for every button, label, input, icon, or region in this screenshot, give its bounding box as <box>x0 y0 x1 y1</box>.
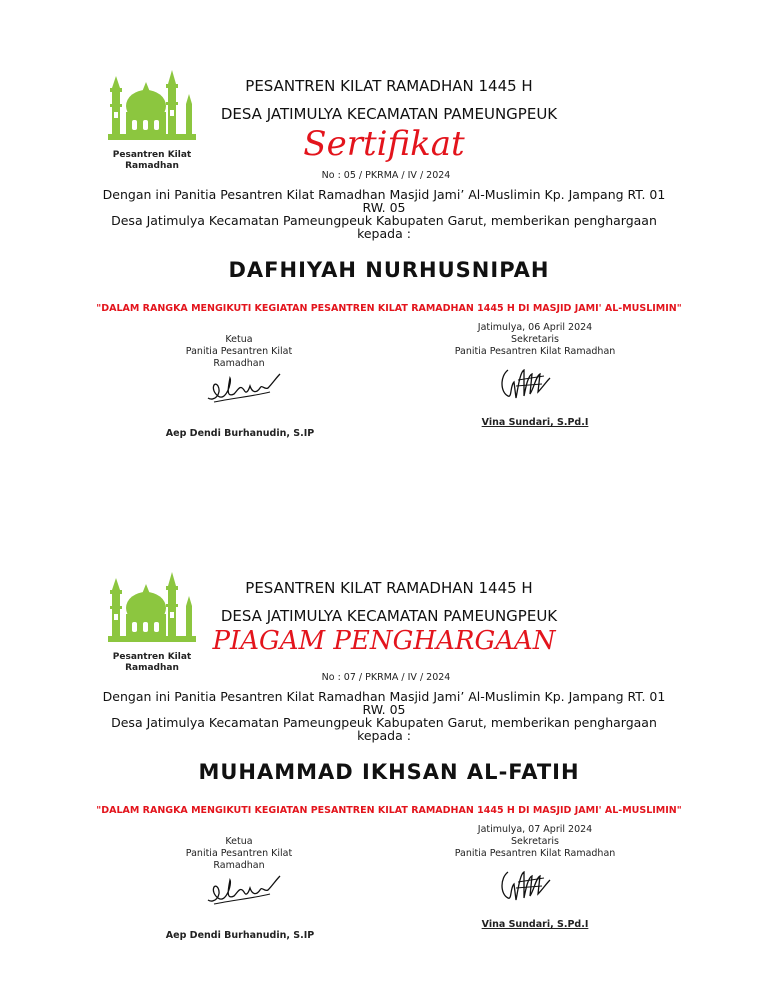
chairman-name: Aep Dendi Burhanudin, S.IP <box>165 930 315 941</box>
secretary-block <box>440 322 630 358</box>
secretary-committee: Panitia Pesantren Kilat Ramadhan <box>454 346 616 357</box>
certificate-title: Sertifikat <box>303 124 465 164</box>
body-line-1: Dengan ini Panitia Pesantren Kilat Ramadhan Masjid Jami’ Al-Muslimin Kp. Jampang RT. 01 RW. 05 <box>102 187 666 215</box>
secretary-role: Sekretaris <box>511 334 559 345</box>
certificate-1 <box>0 60 768 480</box>
signature-secretary-icon <box>496 864 556 906</box>
body-line-2: Desa Jatimulya Kecamatan Pameungpeuk Kabupaten Garut, memberikan penghargaan kepada : <box>111 715 657 743</box>
secretary-block <box>440 824 630 860</box>
signature-chairman-icon <box>204 870 284 910</box>
body-line-2: Desa Jatimulya Kecamatan Pameungpeuk Kabupaten Garut, memberikan penghargaan kepada : <box>111 213 657 241</box>
place-date: Jatimulya, 06 April 2024 <box>477 322 593 333</box>
header-line-1: PESANTREN KILAT RAMADHAN 1445 H <box>245 579 533 597</box>
secretary-role: Sekretaris <box>511 836 559 847</box>
signature-secretary-icon <box>496 362 556 404</box>
purpose-quote-text: "DALAM RANGKA MENGIKUTI KEGIATAN PESANTREN KILAT RAMADHAN 1445 H DI MASJID JAMI' AL-MUSLIMIN" <box>96 303 682 314</box>
secretary-name: Vina Sundari, S.Pd.I <box>481 919 589 930</box>
logo-caption: Pesantren Kilat Ramadhan <box>112 150 192 171</box>
logo-caption: Pesantren Kilat Ramadhan <box>112 652 192 673</box>
recipient-name: DAFHIYAH NURHUSNIPAH <box>228 258 550 282</box>
signature-chairman-icon <box>204 368 284 408</box>
body-line-1: Dengan ini Panitia Pesantren Kilat Ramadhan Masjid Jami’ Al-Muslimin Kp. Jampang RT. 01 RW. 05 <box>102 689 666 717</box>
place-date: Jatimulya, 07 April 2024 <box>477 824 593 835</box>
chairman-committee: Panitia Pesantren Kilat Ramadhan <box>185 346 293 369</box>
header-line-2: DESA JATIMULYA KECAMATAN PAMEUNGPEUK <box>220 607 558 625</box>
purpose-quote <box>0 806 768 815</box>
secretary-committee: Panitia Pesantren Kilat Ramadhan <box>454 848 616 859</box>
chairman-block <box>170 836 308 872</box>
secretary-name: Vina Sundari, S.Pd.I <box>481 417 589 428</box>
chairman-role: Ketua <box>225 334 253 345</box>
body-text <box>94 690 674 742</box>
recipient-name: MUHAMMAD IKHSAN AL-FATIH <box>198 760 580 784</box>
chairman-role: Ketua <box>225 836 253 847</box>
purpose-quote-text: "DALAM RANGKA MENGIKUTI KEGIATAN PESANTREN KILAT RAMADHAN 1445 H DI MASJID JAMI' AL-MUSLIMIN" <box>96 805 682 816</box>
header-line-1: PESANTREN KILAT RAMADHAN 1445 H <box>245 77 533 95</box>
chairman-block <box>170 334 308 370</box>
purpose-quote <box>0 304 768 313</box>
certificate-title: PIAGAM PENGHARGAAN <box>212 626 556 656</box>
chairman-committee: Panitia Pesantren Kilat Ramadhan <box>185 848 293 871</box>
certificate-number: No : 05 / PKRMA / IV / 2024 <box>321 170 451 181</box>
body-text <box>94 188 674 240</box>
certificate-number: No : 07 / PKRMA / IV / 2024 <box>321 672 451 683</box>
chairman-name: Aep Dendi Burhanudin, S.IP <box>165 428 315 439</box>
header-line-2: DESA JATIMULYA KECAMATAN PAMEUNGPEUK <box>220 105 558 123</box>
certificate-2 <box>0 562 768 982</box>
